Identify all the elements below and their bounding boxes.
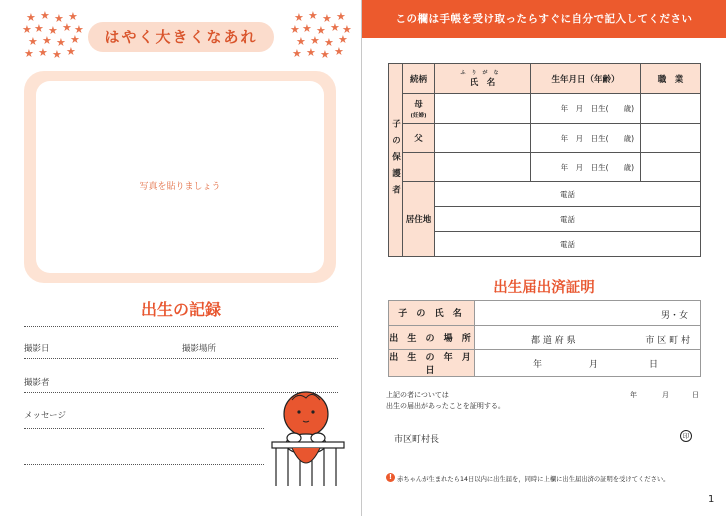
child-name-cell[interactable]: [475, 301, 701, 326]
page-number: 1: [708, 494, 715, 505]
birthplace-cell[interactable]: [475, 325, 701, 350]
photo-area[interactable]: [36, 81, 324, 273]
page-title: はやく大きくなあれ: [88, 22, 274, 52]
message-label: メッセージ: [24, 411, 66, 421]
instruction-banner-text: この欄は手帳を受け取ったらすぐに自分で記入してください: [395, 13, 693, 25]
star-cluster-left: [22, 9, 84, 62]
month-label: 月: [589, 360, 599, 370]
photo-date-label: 撮影日: [24, 344, 50, 354]
star-icon: ★: [40, 9, 50, 22]
star-icon: ★: [338, 33, 348, 46]
star-icon: ★: [334, 45, 344, 58]
municipality-label: 市 区 町 村: [645, 335, 690, 346]
birthdate-cell[interactable]: [475, 350, 701, 377]
star-icon: ★: [56, 36, 66, 49]
table-row: [389, 94, 701, 124]
occupation-cell[interactable]: [641, 153, 701, 182]
birth-record-title: 出生の記録: [140, 300, 221, 319]
star-icon: ★: [68, 10, 78, 23]
occupation-cell[interactable]: [641, 94, 701, 124]
name-ruby: ふりがな: [460, 70, 505, 76]
child-name-label: 子 の 氏 名: [389, 301, 475, 326]
cert-date-day: 日: [692, 391, 699, 399]
star-icon: ★: [308, 9, 318, 22]
star-icon: ★: [320, 48, 330, 61]
relation-cell: 父: [403, 124, 435, 153]
day-label: 日: [649, 360, 659, 370]
name-cell[interactable]: [435, 153, 531, 182]
birth-cell[interactable]: 年 月 日生( 歳): [531, 153, 641, 182]
instruction-banner: [362, 0, 726, 38]
star-icon: ★: [66, 45, 76, 58]
star-icon: ★: [28, 35, 38, 48]
birth-header: 生年月日（年齢）: [531, 64, 641, 94]
guardian-table: [388, 63, 701, 257]
cert-date-month: 月: [662, 391, 669, 399]
name-header: [435, 64, 531, 94]
year-label: 年: [533, 360, 543, 370]
star-icon: ★: [74, 23, 84, 36]
star-icon: ★: [70, 33, 80, 46]
photo-caption: 写真を貼りましょう: [139, 182, 221, 192]
star-icon: ★: [310, 34, 320, 47]
phone-cell[interactable]: 電話: [435, 182, 701, 207]
star-icon: ★: [24, 47, 34, 60]
certificate-table: [388, 300, 701, 377]
star-icon: ★: [62, 21, 72, 34]
relation-mother: 母: [414, 99, 423, 110]
name-header-text: 氏 名: [469, 78, 496, 88]
star-icon: ★: [292, 47, 302, 60]
star-icon: ★: [306, 46, 316, 59]
phone-cell[interactable]: 電話: [435, 232, 701, 257]
table-row: [389, 182, 701, 207]
message-line[interactable]: [24, 428, 264, 429]
relation-header: 続柄: [403, 64, 435, 94]
star-icon: ★: [342, 23, 352, 36]
table-row: [389, 232, 701, 257]
mayor-label: 市区町村長: [394, 435, 440, 445]
statement-line-1: 上記の者については: [386, 391, 449, 399]
message-line[interactable]: [24, 464, 264, 465]
star-icon: ★: [302, 22, 312, 35]
table-row: [389, 124, 701, 153]
right-page: [362, 0, 726, 516]
table-row: [389, 153, 701, 182]
birth-cell[interactable]: 年 月 日生( 歳): [531, 94, 641, 124]
occupation-cell[interactable]: [641, 124, 701, 153]
star-icon: ★: [324, 36, 334, 49]
name-cell[interactable]: [435, 94, 531, 124]
star-icon: ★: [38, 46, 48, 59]
star-icon: ★: [290, 23, 300, 36]
star-icon: ★: [52, 48, 62, 61]
prefecture-label: 都 道 府 県: [531, 335, 576, 346]
phone-cell[interactable]: 電話: [435, 207, 701, 232]
star-icon: ★: [316, 24, 326, 37]
relation-cell: [403, 153, 435, 182]
star-icon: ★: [48, 24, 58, 37]
relation-cell: [403, 94, 435, 124]
name-cell[interactable]: [435, 124, 531, 153]
table-row: [389, 325, 701, 350]
photo-place-label: 撮影場所: [182, 344, 217, 354]
photo-frame[interactable]: [24, 71, 336, 283]
table-row: [389, 207, 701, 232]
photo-date-line[interactable]: [24, 358, 338, 359]
table-row: [389, 350, 701, 377]
address-label: 居住地: [403, 182, 435, 257]
birthplace-label: 出 生 の 場 所: [389, 325, 475, 350]
star-icon: ★: [336, 10, 346, 23]
star-icon: ★: [296, 35, 306, 48]
notice-text: 赤ちゃんが生まれたら14日以内に出生届を，同時に上欄に出生届出済の証明を受けてください。: [397, 476, 670, 483]
warning-icon: !: [386, 473, 395, 482]
photographer-label: 撮影者: [24, 378, 50, 388]
seal-mark: 印: [680, 430, 692, 442]
star-icon: ★: [42, 34, 52, 47]
statement-line-2: 出生の届出があったことを証明する。: [386, 402, 505, 410]
left-page: [0, 0, 362, 516]
star-cluster-right: [290, 9, 352, 62]
cert-date-year: 年: [630, 391, 637, 399]
certificate-title: 出生届出済証明: [493, 280, 595, 296]
star-icon: ★: [322, 12, 332, 25]
star-icon: ★: [34, 22, 44, 35]
sex-options[interactable]: 男・女: [660, 311, 688, 321]
star-icon: ★: [330, 21, 340, 34]
birthdate-label: 出 生 の 年 月 日: [389, 350, 475, 377]
star-icon: ★: [26, 11, 36, 24]
star-icon: ★: [22, 23, 32, 36]
birth-cell[interactable]: 年 月 日生( 歳): [531, 124, 641, 153]
table-row: [389, 301, 701, 326]
star-icon: ★: [294, 11, 304, 24]
star-icon: ★: [54, 12, 64, 25]
guardian-section-label: 子の保護者: [389, 64, 403, 257]
divider-line: [24, 326, 338, 327]
occupation-header: 職 業: [641, 64, 701, 94]
baby-illustration: [262, 386, 352, 486]
relation-note: (妊婦): [410, 112, 427, 119]
